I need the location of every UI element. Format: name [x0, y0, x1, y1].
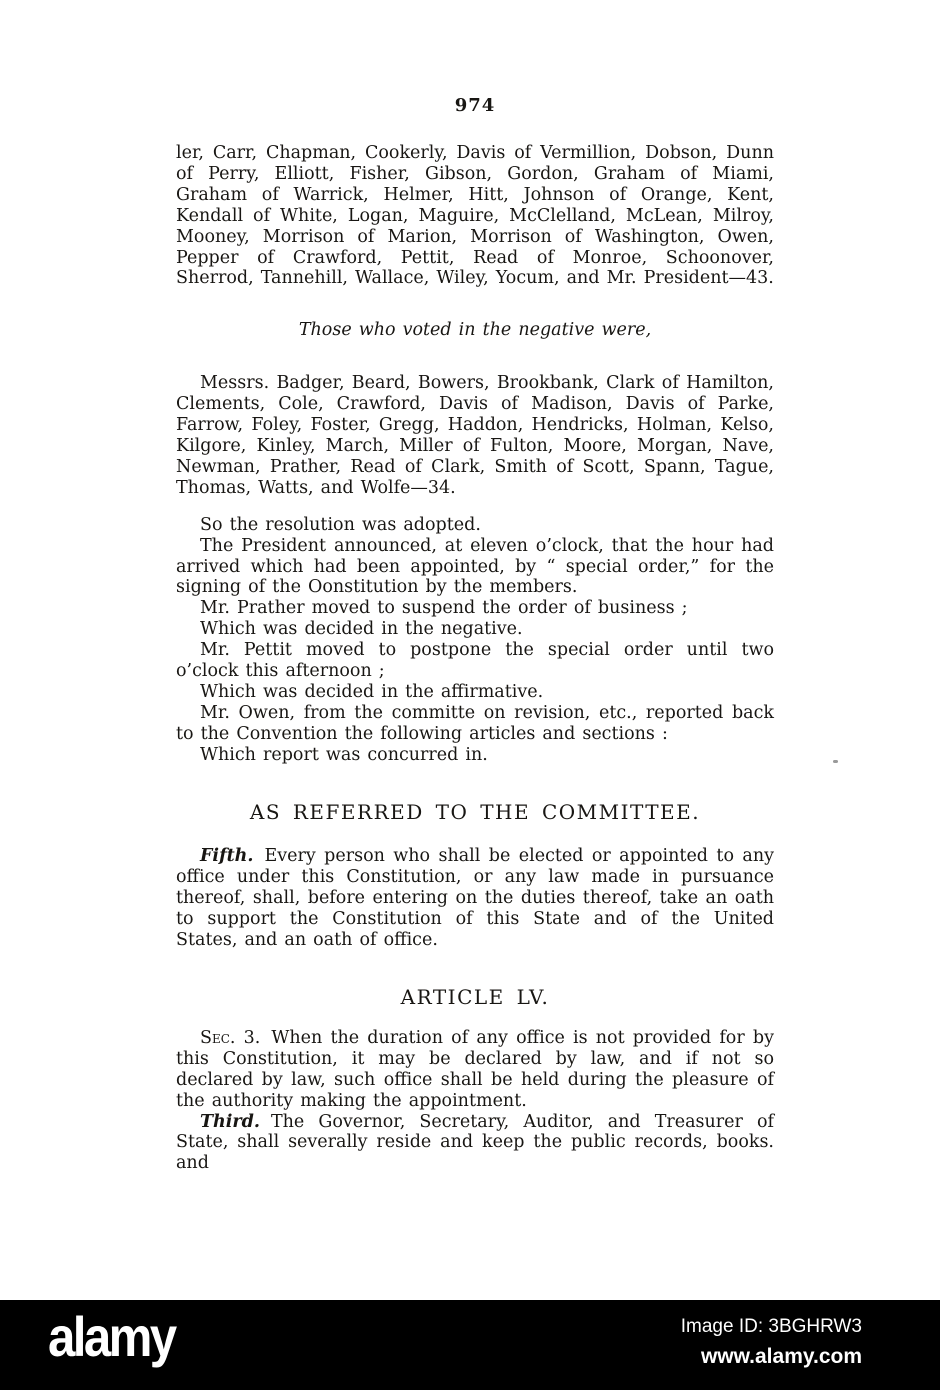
proceedings-line: Mr. Prather moved to suspend the order of business ;	[200, 598, 688, 619]
alamy-url: www.alamy.com	[700, 1345, 862, 1368]
proceedings-line: Mr. Owen, from the committe on revision, etc., reported back to the Convention the following articles and sections :	[176, 702, 774, 744]
page-number: 974	[454, 95, 496, 116]
section-3-lead: Sec. 3.	[200, 1027, 261, 1048]
section-3-text: When the duration of any office is not provided for by this Constitution, it may be declared by law, and if not so declared by law, such office shall be held during the pleasure of the authority making the appointment.	[176, 1027, 774, 1111]
scan-artifact	[833, 760, 838, 763]
proceedings-line: The President announced, at eleven o’clock, that the hour had arrived which had been appointed, by “ special order,” for the signing of the Oonstitution by the members.	[176, 535, 774, 598]
fifth-clause-lead: Fifth.	[200, 846, 254, 867]
third-clause-lead: Third.	[200, 1111, 260, 1132]
third-clause-text: The Governor, Secretary, Auditor, and Treasurer of State, shall severally reside and keep the public records, books. and	[176, 1111, 774, 1174]
watermark-info	[681, 1316, 862, 1369]
committee-section-heading: AS REFERRED TO THE COMMITTEE.	[249, 799, 701, 824]
alamy-watermark-bar	[0, 1300, 940, 1390]
negative-vote-heading: Those who voted in the negative were,	[298, 320, 652, 341]
section-3-clause	[176, 1028, 774, 1112]
article-heading: ARTICLE LV.	[400, 985, 550, 1009]
proceedings-line: Which was decided in the negative.	[200, 619, 523, 640]
proceedings-line: So the resolution was adopted.	[200, 514, 481, 535]
proceedings-line: Mr. Pettit moved to postpone the special order until two o’clock this afternoon ;	[176, 640, 774, 682]
image-id-label: Image ID: 3BGHRW3	[680, 1316, 862, 1337]
fifth-clause-text: Every person who shall be elected or appointed to any office under this Constitution, or any law made in pursuance thereof, shall, before entering on the duties thereof, take an oath to support the Constitution of this State and of the United States, and an oath of office.	[176, 846, 774, 951]
proceedings-line: Which report was concurred in.	[200, 744, 488, 765]
affirmative-vote-list: ler, Carr, Chapman, Cookerly, Davis of Vermillion, Dobson, Dunn of Perry, Elliott, Fisher, Gibson, Gordon, Graham of Miami, Graham of Warrick, Helmer, Hitt, Johnson of Orange, Kent, Kendall of White, Logan, Maguire, McClelland, McLean, Milroy, Mooney, Morrison of Marion, Morrison of Washington, Owen, Pepper of Crawford, Pettit, Read of Monroe, Schoonover, Sherrod, Tannehill, Wallace, Wiley, Yocum, and Mr. President—43.	[176, 143, 774, 289]
negative-vote-list: Messrs. Badger, Beard, Bowers, Brookbank, Clark of Hamilton, Clements, Cole, Crawford, Davis of Madison, Davis of Parke, Farrow, Foley, Foster, Gregg, Haddon, Hendricks, Holman, Kelso, Kilgore, Kinley, March, Miller of Fulton, Moore, Morgan, Nave, Newman, Prather, Read of Clark, Smith of Scott, Spann, Tague, Thomas, Watts, and Wolfe—34.	[176, 373, 774, 498]
proceedings-block	[176, 515, 774, 766]
alamy-logo: alamy	[48, 1305, 175, 1368]
proceedings-line: Which was decided in the affirmative.	[200, 681, 544, 702]
third-clause	[176, 1112, 774, 1175]
fifth-clause	[176, 846, 774, 951]
scanned-book-page	[176, 0, 774, 1174]
